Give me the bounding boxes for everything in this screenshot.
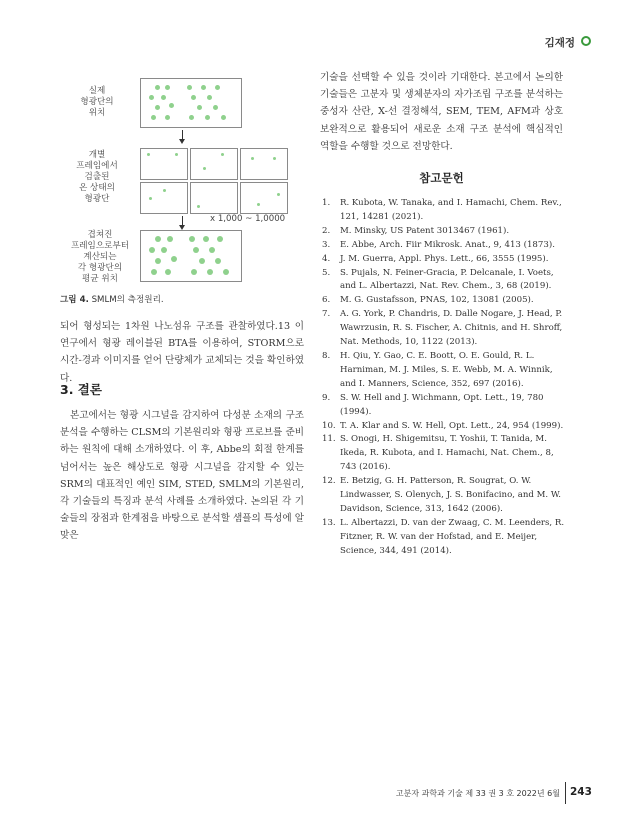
page-number: 243: [570, 786, 592, 798]
references-title: 참고문헌: [419, 171, 464, 185]
arrow-head-icon: [179, 139, 185, 144]
reference-list: [322, 197, 567, 559]
frame-box-3: [240, 148, 288, 180]
reference-item: 2. M. Minsky, US Patent 3013467 (1961).: [322, 225, 510, 236]
reference-item: 13. L. Albertazzi, D. van der Zwaag, C. M. Leenders, R. Fitzner, R. W. van der Hofstad, and E. Meijer, Science, 344, 491 (2014).: [322, 517, 565, 556]
journal-footer: 고분자 과학과 기술 제 33 권 3 호 2022년 6월: [395, 789, 560, 798]
section-title: 3. 결론: [60, 382, 102, 397]
label-average-positions: 겹쳐진 프레임으로부터 계산되는 각 형광단의 평균 위치: [70, 230, 130, 284]
actual-positions-box: [140, 78, 242, 128]
footer-divider: [565, 782, 566, 804]
frame-box-6: [240, 182, 288, 214]
reference-item: 8. H. Qiu, Y. Gao, C. E. Boott, O. E. Gould, R. L. Harniman, M. J. Miles, S. E. Webb, M. A. Winnik, and I. Manners, Science, 352, 697 (2016).: [322, 350, 553, 389]
reference-item: 1. R. Kubota, W. Tanaka, and I. Hamachi, Chem. Rev., 121, 14281 (2021).: [322, 198, 562, 222]
label-actual-positions: 실제 형광단의 위치: [80, 86, 114, 118]
reference-item: 12. E. Betzig, G. H. Patterson, R. Sougrat, O. W. Lindwasser, S. Olenych, J. S. Bonifacino, and M. W. Davidson, Science, 313, 1642 (2006).: [322, 476, 561, 514]
conclusion-continuation: 기술을 선택할 수 있을 것이라 기대한다. 본고에서 논의한 기술들은 고분자 및 생체분자의 자가조립 구조를 분석하는 중성자 산란, X-선 결정해석, SEM, TEM, AFM과 상호보완적으로 활용되어 새로운 소재 구조 분석에 핵심적인 역할을 수행할 것으로 전망한다.: [320, 72, 563, 152]
frame-box-2: [190, 148, 238, 180]
frame-box-4: [140, 182, 188, 214]
reference-item: 9. S. W. Hell and J. Wichmann, Opt. Lett., 19, 780 (1994).: [322, 392, 544, 417]
author-name: 김재정: [544, 37, 575, 49]
reference-item: 10. T. A. Klar and S. W. Hell, Opt. Lett., 24, 954 (1999).: [322, 420, 564, 431]
reference-item: 11. S. Onogi, H. Shigemitsu, T. Yoshii, T. Tanida, M. Ikeda, R. Kubota, and I. Hamachi, Nat. Chem., 8, 743 (2016).: [322, 434, 554, 473]
figure-caption-number: 그림 4.: [60, 295, 89, 305]
frame-box-1: [140, 148, 188, 180]
conclusion-paragraph: 본고에서는 형광 시그널을 감지하여 다성분 소재의 구조 분석을 수행하는 CLSM의 기본원리와 형광 프로브를 준비하는 원칙에 대해 소개하였다. 이 후, Abbe의 회절 한계를 넘어서는 높은 해상도로 형광 시그널을 감지할 수 있는 SRM의 대표적인 예인 SIM, STED, SMLM의 기본원리, 각 기술들의 특징과 분석 사례를 소개하였다. 논의된 각 기술들의 장점과 한계점을 바탕으로 분석할 샘플의 특성에 알맞은: [60, 410, 304, 542]
smlm-figure: [60, 70, 310, 285]
body-paragraph-1: 되어 형성되는 1차원 나노섬유 구조를 관찰하였다.13 이 연구에서 형광 레이블된 BTA를 이용하여, STORM으로 시간-경과 이미지를 얻어 단량체가 교체되는 것을 확인하였다.: [60, 321, 304, 384]
reference-item: 7. A. G. York, P. Chandris, D. Dalle Nogare, J. Head, P. Wawrzusin, R. S. Fischer, A. Chitnis, and H. Shroff, Nat. Methods, 10, 1122 (2013).: [322, 309, 563, 348]
reference-item: 5. S. Pujals, N. Feiner-Gracia, P. Delcanale, I. Voets, and L. Albertazzi, Nat. Rev. Chem., 3, 68 (2019).: [322, 267, 554, 292]
reference-item: 4. J. M. Guerra, Appl. Phys. Lett., 66, 3555 (1995).: [322, 253, 549, 264]
frame-box-5: [190, 182, 238, 214]
reference-item: 6. M. G. Gustafsson, PNAS, 102, 13081 (2005).: [322, 295, 534, 306]
figure-caption: [60, 293, 164, 305]
average-positions-box: [140, 230, 242, 282]
reference-item: 3. E. Abbe, Arch. Fiir Mikrosk. Anat., 9, 413 (1873).: [322, 239, 555, 250]
frames-count-note: x 1,000 ~ 1,0000: [210, 214, 286, 224]
figure-caption-text: SMLM의 측정원리.: [88, 295, 164, 305]
label-individual-frames: 개별 프레임에서 검출된 온 상태의 형광단: [76, 150, 118, 204]
circle-icon: [581, 36, 591, 46]
